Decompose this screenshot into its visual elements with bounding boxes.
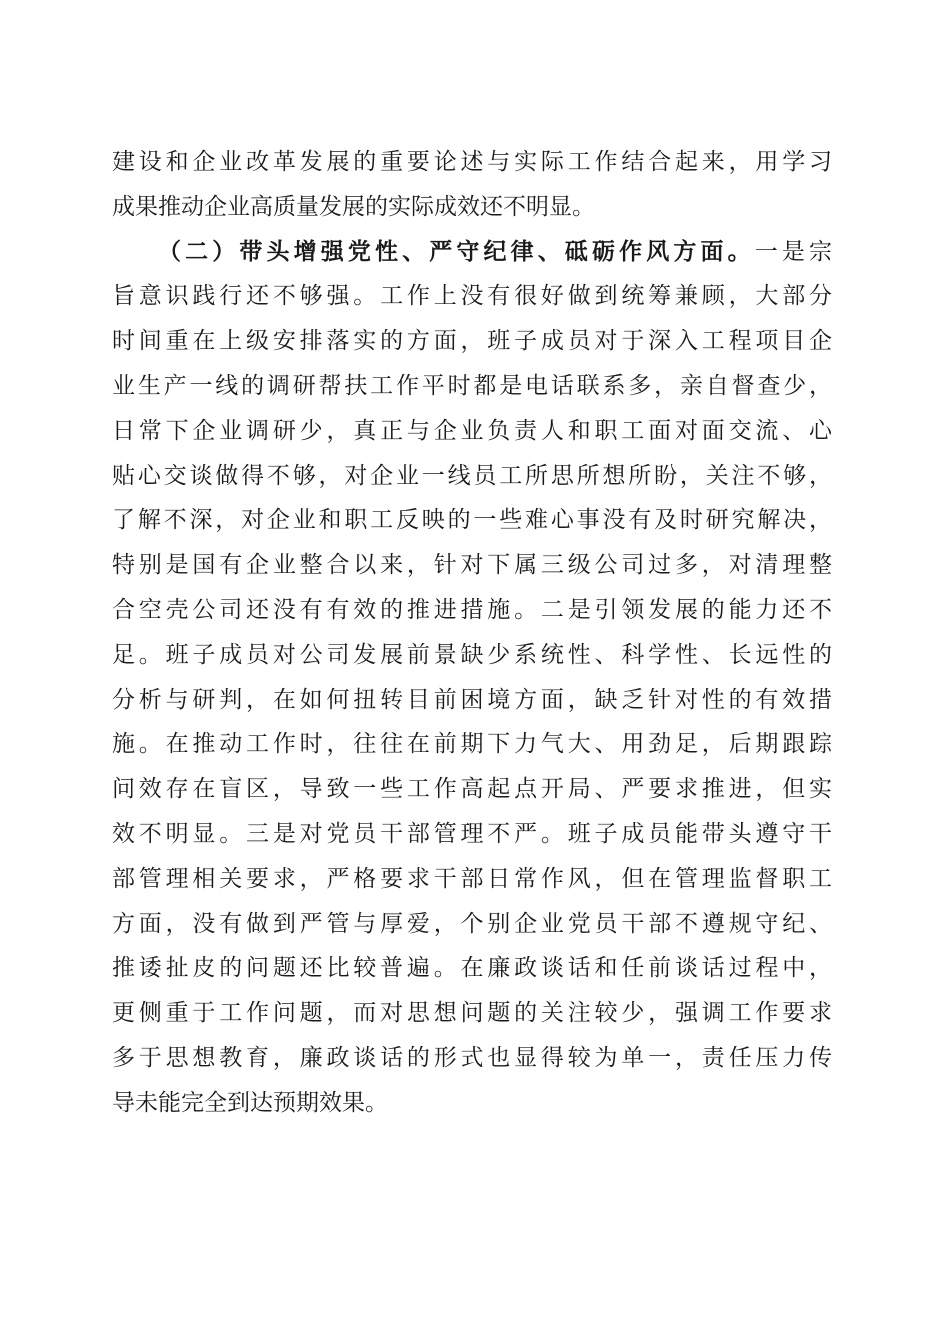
text-line: 方面，没有做到严管与厚爱，个别企业党员干部不遵规守纪、 (112, 910, 832, 937)
text-line: 效不明显。三是对党员干部管理不严。班子成员能带头遵守干 (112, 820, 832, 847)
text-run: 一是宗 (754, 238, 832, 265)
text-line: 更侧重于工作问题，而对思想问题的关注较少，强调工作要求 (112, 1000, 832, 1027)
section-heading-line (112, 230, 832, 275)
section-heading: （二）带头增强党性、严守纪律、砥砺作风方面。 (158, 237, 755, 265)
text-line: 多于思想教育，廉政谈话的形式也显得较为单一，责任压力传 (112, 1044, 832, 1071)
text-line: 了解不深，对企业和职工反映的一些难心事没有及时研究解决， (112, 507, 832, 534)
text-line: 业生产一线的调研帮扶工作平时都是电话联系多，亲自督查少， (112, 372, 832, 399)
text-line: 分析与研判，在如何扭转目前困境方面，缺乏针对性的有效措 (112, 686, 832, 713)
text-line: 施。在推动工作时，往往在前期下力气大、用劲足，后期跟踪 (112, 731, 832, 758)
text-line: 特别是国有企业整合以来，针对下属三级公司过多，对清理整 (112, 552, 832, 579)
text-line: 合空壳公司还没有有效的推进措施。二是引领发展的能力还不 (112, 596, 832, 623)
text-line: 导未能完全到达预期效果。 (112, 1089, 388, 1116)
text-line: 时间重在上级安排落实的方面，班子成员对于深入工程项目企 (112, 328, 832, 355)
text-line: 部管理相关要求，严格要求干部日常作风，但在管理监督职工 (112, 865, 832, 892)
text-line: 足。班子成员对公司发展前景缺少系统性、科学性、长远性的 (112, 641, 832, 668)
text-line: 旨意识践行还不够强。工作上没有很好做到统筹兼顾，大部分 (112, 283, 832, 310)
text-line: 问效存在盲区，导致一些工作高起点开局、严要求推进，但实 (112, 776, 832, 803)
text-line: 建设和企业改革发展的重要论述与实际工作结合起来，用学习 (112, 149, 832, 175)
text-line: 成果推动企业高质量发展的实际成效还不明显。 (112, 193, 595, 220)
text-line: 推诿扯皮的问题还比较普遍。在廉政谈话和任前谈话过程中， (112, 955, 832, 982)
text-line: 贴心交谈做得不够，对企业一线员工所思所想所盼，关注不够， (112, 462, 832, 489)
text-line: 日常下企业调研少，真正与企业负责人和职工面对面交流、心 (112, 417, 832, 444)
document-body (112, 140, 832, 1126)
